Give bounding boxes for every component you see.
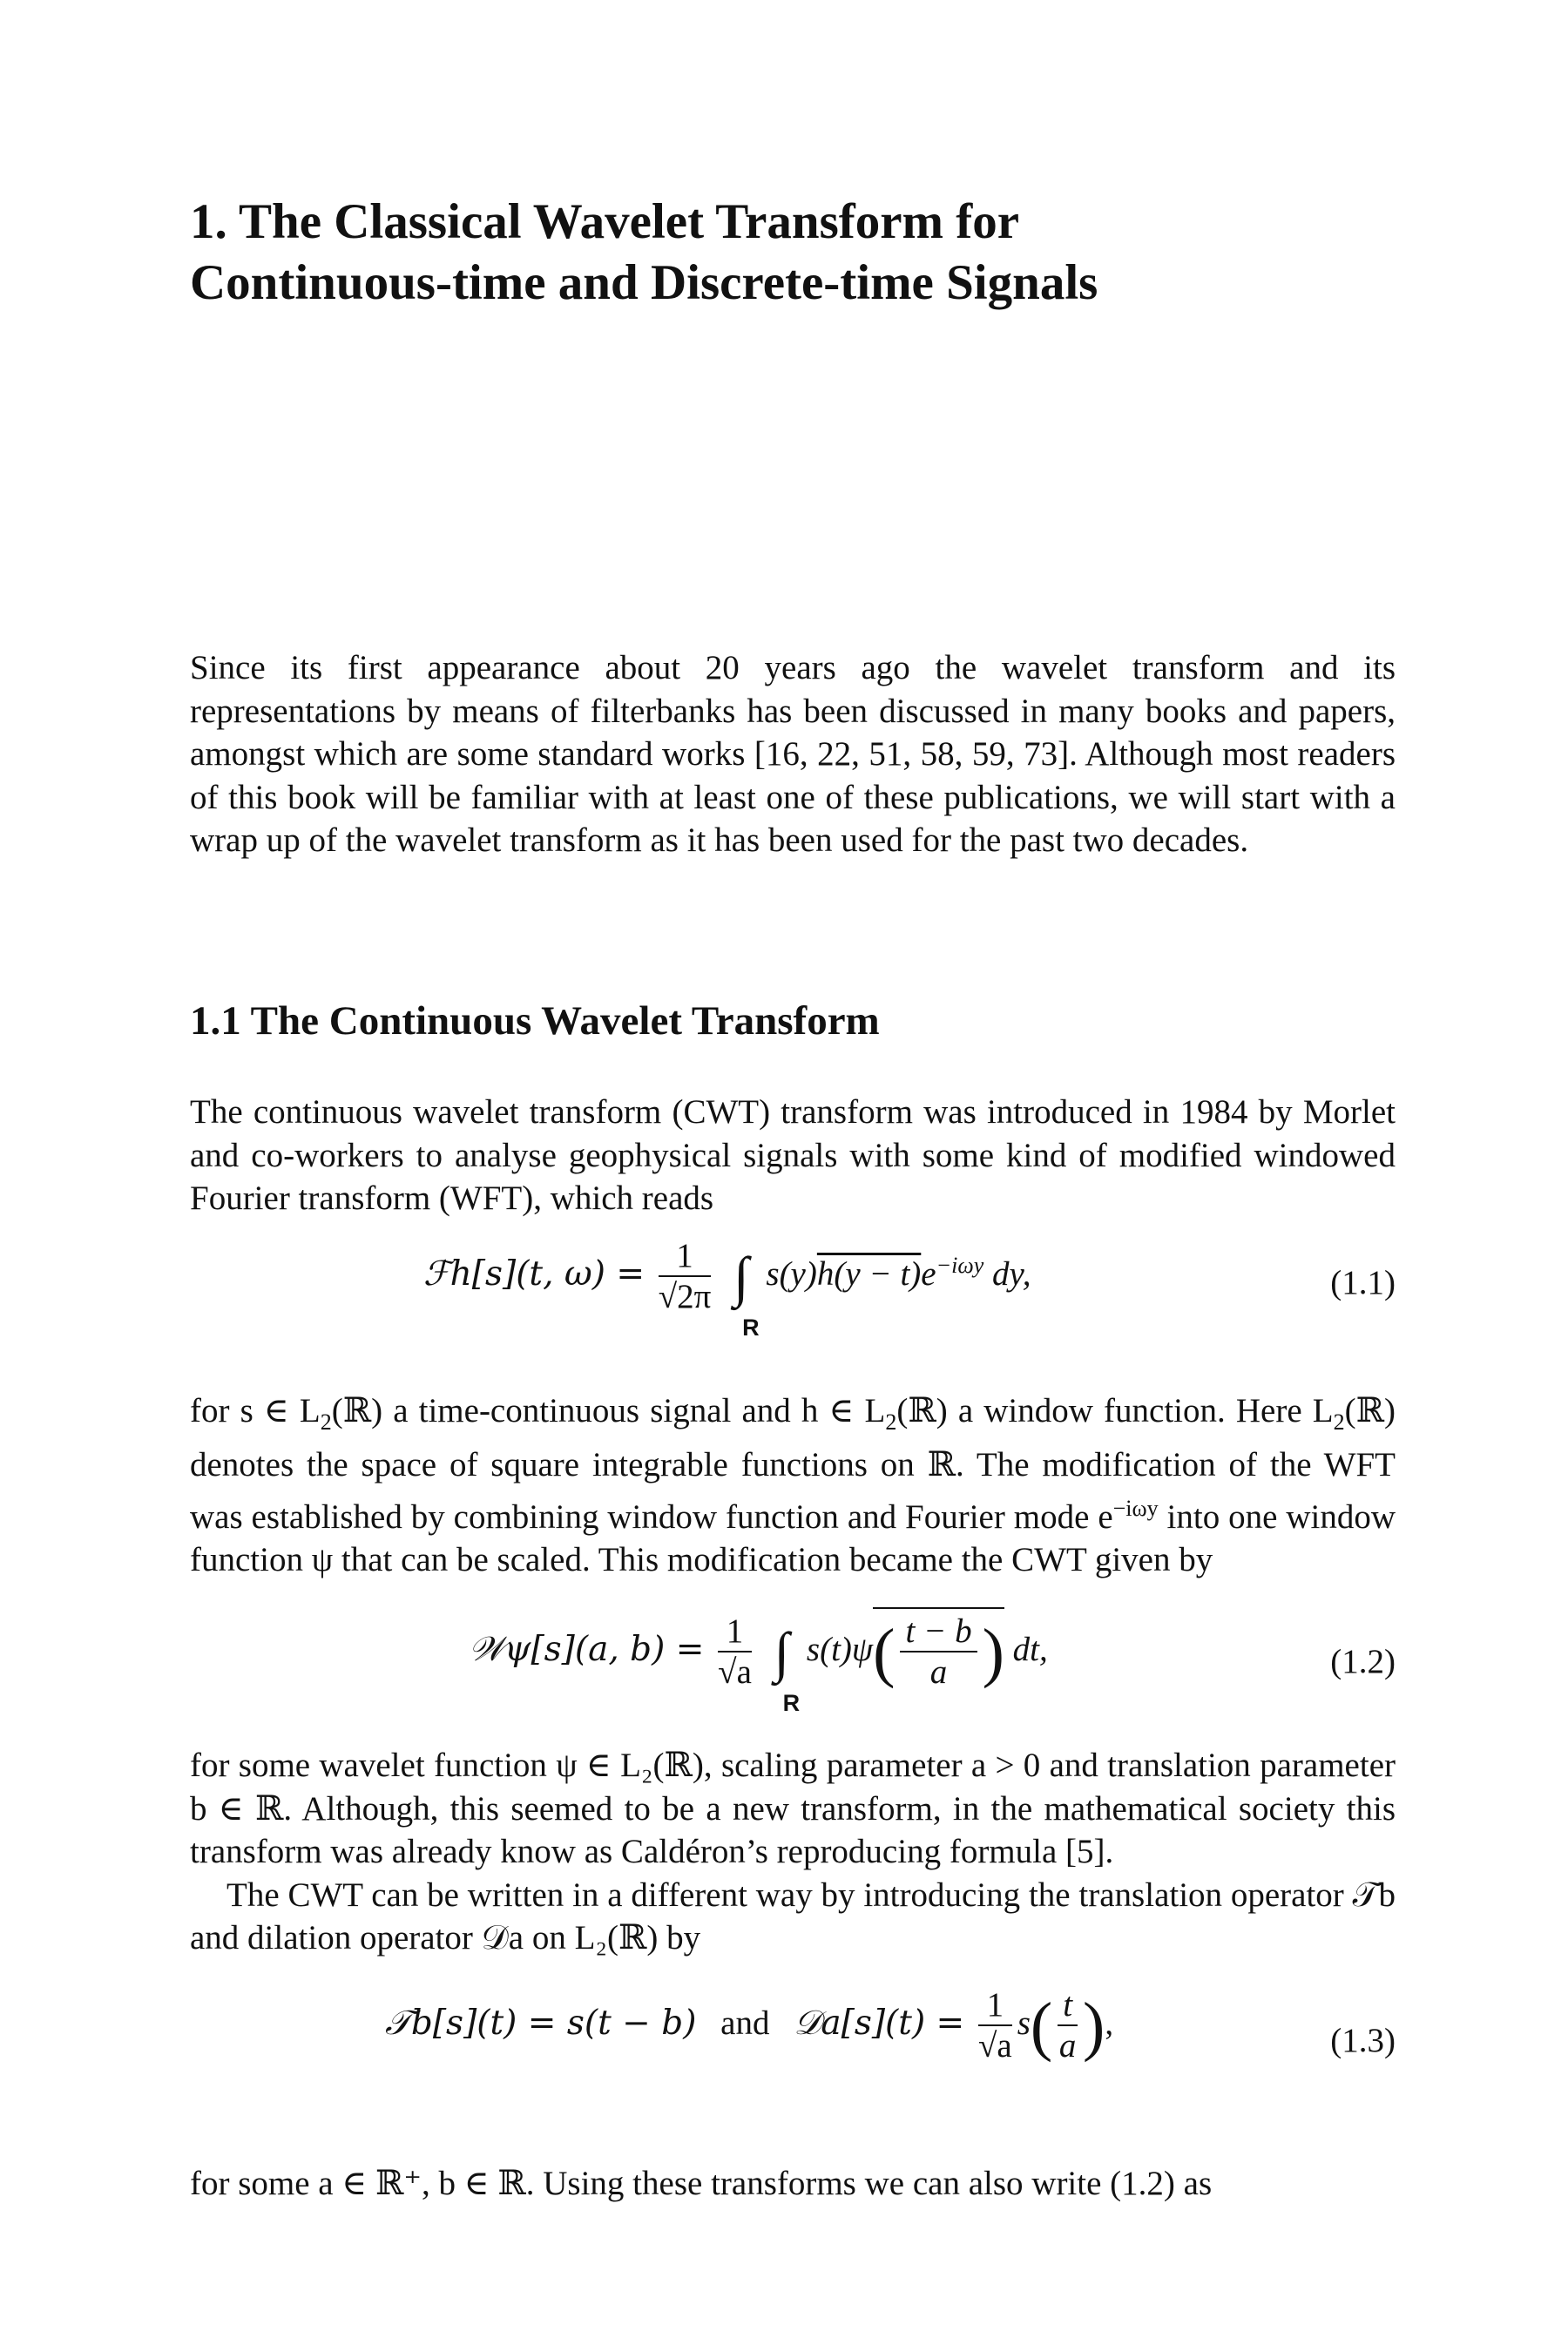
dilation-operator: 𝒟a[s](t) = [794, 2003, 965, 2043]
equation-number: (1.1) [1330, 1264, 1396, 1301]
paragraph-text: for some a ∈ ℝ⁺, b ∈ ℝ. Using these transforms we can also write (1.2) as [190, 2165, 1213, 2202]
paragraph-text [190, 1389, 1396, 1582]
intro-text: Since its first appearance about 20 years ago the wavelet transform and its representations by means of filterbanks has been discussed in many books and papers, amongst which are some standard works [16, 22, 51, 58, 59, 73]. Although most readers of this book will be familiar with at least one of these publications, we will start with a wrap up of the wavelet transform as it has been used for the past two decades. [190, 649, 1396, 859]
exponent: −iωy [936, 1252, 984, 1278]
integrand-s: s(y) [766, 1254, 817, 1293]
equation-body [469, 1607, 1048, 1716]
paragraph-cwt-intro [190, 1091, 1396, 1220]
fraction-denominator: √2π [658, 1278, 712, 1315]
integral-sign: ∫ R [733, 1246, 760, 1341]
section-heading: 1.1 The Continuous Wavelet Transform [190, 998, 880, 1044]
signal-symbol: s [1017, 2004, 1031, 2042]
subscript: 2 [885, 1409, 897, 1435]
text-run: into one window function ψ that can be scaled. This modification became the CWT given by [190, 1497, 1396, 1579]
equation-tail: , [1105, 2004, 1114, 2042]
equation-lhs: ℱh[s](t, ω) = [423, 1254, 645, 1294]
paragraph-rewrite [190, 2162, 1396, 2206]
equation-1-1 [190, 1237, 1396, 1342]
inner-denominator: a [929, 1653, 948, 1691]
fraction [978, 1986, 1012, 2066]
paragraph-text: The continuous wavelet transform (CWT) transform was introduced in 1984 by Morlet and co-workers to analyse geophysical signals with some kind of modified windowed Fourier transform (WFT), which reads [190, 1093, 1396, 1217]
integrand [766, 1252, 1031, 1293]
equation-tail: dy, [983, 1254, 1031, 1293]
integral-domain: R [742, 1315, 760, 1341]
subscript: 2 [1333, 1409, 1345, 1435]
integral-domain: R [782, 1690, 801, 1716]
fraction-denominator: √a [718, 1653, 752, 1691]
inner-fraction [900, 1612, 977, 1693]
chapter-title [190, 192, 1396, 314]
text-run: (ℝ) denotes the space of square integrable functions on ℝ. The modification of the WFT was established by combining window function and Fourier mode e [190, 1392, 1396, 1536]
paragraph-wavelet-function [190, 1744, 1396, 1960]
equation-1-2 [190, 1607, 1396, 1729]
integrand: s(t)ψ [806, 1630, 874, 1668]
fraction-denominator: √a [977, 2027, 1012, 2065]
conjunction: and [720, 2004, 770, 2042]
fraction-numerator: 1 [659, 1237, 712, 1277]
inner-numerator: t [1058, 1986, 1078, 2026]
fraction-numerator: 1 [718, 1612, 752, 1652]
paragraph-operators: The CWT can be written in a different way by introducing the translation operator 𝒯b and dilation operator 𝒟a on L₂(ℝ) by [190, 1876, 1396, 1957]
inner-numerator: t − b [900, 1612, 977, 1652]
fraction-numerator: 1 [978, 1986, 1012, 2026]
equation-number: (1.3) [1330, 2022, 1396, 2059]
text-run: for s ∈ L [190, 1392, 321, 1429]
integrand-window-conjugate: h(y − t) [816, 1254, 922, 1293]
text-run: (ℝ) a window function. Here L [896, 1392, 1334, 1429]
fraction [718, 1612, 752, 1693]
equation-number: (1.2) [1330, 1643, 1396, 1680]
equation-1-3 [190, 1986, 1396, 2099]
translation-operator: 𝒯b[s](t) = s(t − b) [385, 2003, 697, 2043]
subscript: 2 [320, 1409, 332, 1435]
intro-paragraph [190, 646, 1396, 862]
integral-sign: ∫ R [774, 1621, 801, 1716]
equation-body: 𝒯b[s](t) = s(t − b) and 𝒟a[s](t) = $\frac{1}{√a}$ s( $\frac{t}{a}$ ), [385, 1986, 1114, 2065]
fraction [659, 1237, 712, 1317]
equation-lhs: 𝒲ψ[s](a, b) = [469, 1629, 705, 1669]
chapter-title-line-2: Continuous-time and Discrete-time Signals [190, 255, 1098, 310]
chapter-title-line-1: 1. The Classical Wavelet Transform for [190, 194, 1020, 249]
paragraph-text: for some wavelet function ψ ∈ L₂(ℝ), scaling parameter a > 0 and translation parameter b ∈ ℝ. Although, this seemed to be a new transform, in the mathematical society this transform was already know as Caldéron’s reproducing formula [5]. [190, 1747, 1396, 1870]
integrand-exp: e [921, 1254, 936, 1293]
inner-denominator: a [1058, 2027, 1077, 2065]
superscript: −iωy [1112, 1495, 1159, 1521]
inner-fraction [1058, 1986, 1078, 2066]
equation-tail: dt, [1004, 1630, 1048, 1668]
paragraph-wft-definition [190, 1389, 1396, 1582]
text-run: (ℝ) a time-continuous signal and h ∈ L [331, 1392, 886, 1429]
equation-body [423, 1237, 1031, 1341]
conjugate-bar: ( $\frac{t - b}{a}$ ) [873, 1607, 1004, 1693]
